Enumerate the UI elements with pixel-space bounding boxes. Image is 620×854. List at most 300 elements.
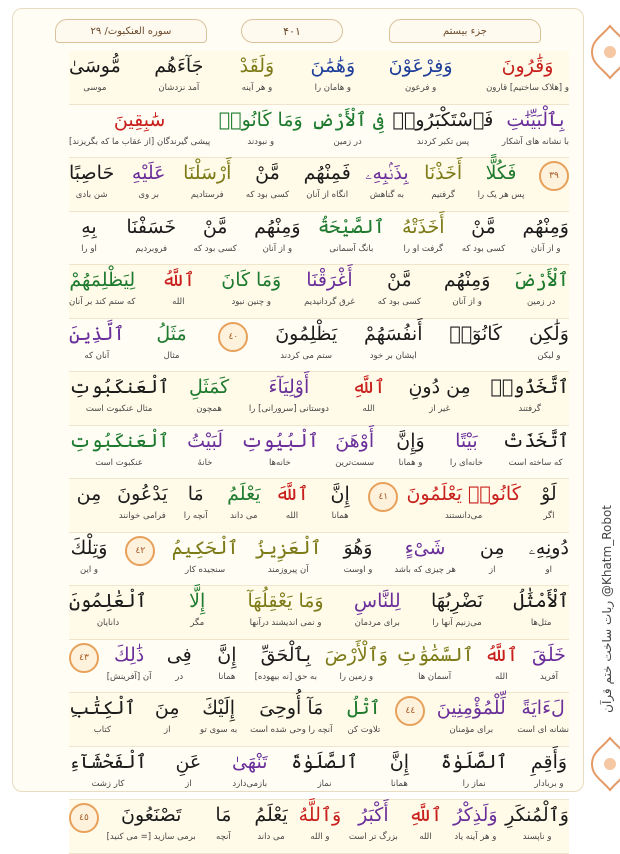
word-cell <box>69 426 169 470</box>
ayah-number-marker: ٤١ <box>368 482 398 512</box>
word-cell <box>69 158 114 202</box>
persian-translation: عنکبوت است <box>95 457 144 468</box>
persian-translation: می‌زنیم آنها را <box>432 618 482 628</box>
arabic-word: أَخَذَتْهُ <box>402 215 445 238</box>
persian-translation: و این <box>79 564 98 575</box>
arabic-word: ٱلْفَحْشَآءِ <box>69 750 147 773</box>
persian-translation: و چنین نبود <box>231 297 271 307</box>
word-cell <box>446 426 486 470</box>
word-cell <box>107 800 196 844</box>
word-cell <box>203 800 243 844</box>
arabic-word: وَتِلْكَ <box>70 536 108 559</box>
persian-translation: ستم می کردند <box>280 350 333 361</box>
arabic-word: إِنَّ <box>217 643 237 666</box>
word-cell <box>249 372 329 416</box>
word-cell <box>152 319 192 363</box>
word-cell <box>449 319 502 349</box>
word-cell <box>230 747 270 791</box>
word-cell <box>502 426 569 470</box>
persian-translation: سنجیده کار <box>185 564 226 575</box>
persian-translation: و هر آینه یاد <box>454 832 497 842</box>
arabic-word: وَمِنْهُم <box>522 215 569 238</box>
arabic-word: كَانُوا۟ يَعْلَمُونَ <box>406 483 521 505</box>
word-cell <box>69 586 147 630</box>
side-margin <box>584 0 620 800</box>
persian-translation: و [هلاک ساختیم] قارون <box>486 83 569 93</box>
arabic-word: عَنِ <box>175 750 202 773</box>
surah-label: سوره العنکبوت/ ۲۹ <box>55 19 207 43</box>
word-cell <box>408 372 470 416</box>
word-row <box>69 693 569 745</box>
arabic-word: دُونِهِۦ <box>528 536 569 559</box>
word-cell <box>69 212 109 256</box>
word-cell <box>69 372 169 416</box>
persian-translation: شن بادی <box>75 190 108 200</box>
word-cell <box>349 372 389 416</box>
persian-translation: و ناپسند <box>522 832 552 842</box>
persian-translation: به سوی تو <box>200 725 238 735</box>
word-cell <box>185 426 225 470</box>
word-cell <box>310 51 355 95</box>
word-row <box>69 319 569 371</box>
arabic-word: مِن <box>76 483 102 505</box>
watermark <box>600 505 614 713</box>
word-cell <box>325 640 388 684</box>
arabic-word: بِٱلْحَقِّ <box>260 643 311 666</box>
persian-translation: الله <box>172 297 185 307</box>
word-cell <box>441 747 508 791</box>
word-cell <box>69 533 109 577</box>
persian-translation: بزرگ تر است <box>348 832 398 842</box>
word-cell <box>241 426 319 470</box>
arabic-word: ٱللَّهُ <box>161 269 196 291</box>
arabic-word: يَدْعُونَ <box>117 483 168 505</box>
persian-translation: برای مؤمنان <box>449 725 494 735</box>
arabic-word: ٱلْعَٰلِمُونَ <box>69 590 147 612</box>
arabic-word: ٱلْعَزِيزُ <box>254 536 322 559</box>
arabic-word: لَبَيْتُ <box>187 429 223 452</box>
arabic-word: مَثَلُ <box>156 322 187 345</box>
persian-translation: نشانه ای است <box>517 725 569 735</box>
arabic-word: أَوْهَنَ <box>335 429 375 452</box>
word-cell <box>177 586 217 630</box>
ayah-number-marker: ٣٩ <box>539 161 569 191</box>
arabic-word: شَىْءٍ <box>404 536 446 559</box>
persian-translation: می‌دانستند <box>444 511 483 521</box>
word-cell <box>444 265 491 309</box>
persian-translation: و اوست <box>343 564 373 575</box>
word-cell <box>379 747 419 791</box>
persian-translation: مثال عنکبوت است <box>85 404 153 414</box>
persian-translation: کسی بود که <box>377 297 421 307</box>
ayah-number-marker: ٤٤ <box>395 696 425 726</box>
arabic-word: مَّنْ <box>471 215 496 238</box>
verse-line <box>69 800 569 854</box>
arabic-word: مَّنْ <box>255 162 280 184</box>
arabic-word: خَسَفْنَا <box>126 215 177 238</box>
word-cell <box>472 533 512 577</box>
persian-translation: به گناهش <box>369 190 405 200</box>
word-cell <box>478 158 525 202</box>
arabic-word: سَٰبِقِينَ <box>113 108 166 131</box>
arabic-word: مَا <box>187 483 204 505</box>
persian-translation: گرفتیم <box>431 190 455 200</box>
persian-translation: گرفتند <box>518 404 541 414</box>
word-cell <box>396 640 474 684</box>
persian-translation: آنان که <box>84 350 110 361</box>
arabic-word: مَّنْ <box>202 215 228 238</box>
arabic-word: ٱلْحَكِيمُ <box>171 536 239 559</box>
arabic-word: وَلَٰكِن <box>528 322 569 345</box>
word-cell <box>207 640 247 684</box>
persian-translation: و همانا <box>398 457 423 468</box>
word-cell <box>529 533 569 577</box>
watermark-title: ربات ساخت ختم قرآن <box>600 600 614 713</box>
word-cell <box>405 800 445 844</box>
arabic-word: أَكْبَرُ <box>358 804 389 826</box>
verse-line <box>69 693 569 747</box>
word-cell <box>275 319 337 363</box>
word-cell <box>69 479 109 509</box>
arabic-word: وَهُوَ <box>343 536 373 559</box>
persian-translation: الله <box>362 404 375 414</box>
ayah-number-marker: ٤٥ <box>69 803 99 833</box>
arabic-word: مَّنْ <box>387 269 412 291</box>
persian-translation: هر چیزی که باشد <box>394 564 456 575</box>
arabic-word: وَمِنْهُم <box>443 269 491 291</box>
persian-translation: آنچه را <box>183 511 208 521</box>
arabic-word: وَمِنْهُم <box>254 215 301 238</box>
arabic-word: ٱلْبُيُوتِ <box>240 429 319 452</box>
verse-line <box>69 212 569 266</box>
word-cell <box>126 212 176 256</box>
word-cell <box>505 800 569 844</box>
persian-translation: پس هر یک را <box>477 190 525 200</box>
verse-line <box>69 747 569 801</box>
arabic-word: مِنَ <box>154 697 180 719</box>
word-cell <box>69 747 147 791</box>
arabic-word: كَانُوٓا۟ <box>449 322 503 345</box>
arabic-word: وَٱلْأَرْضَ <box>324 643 388 666</box>
word-cell <box>529 319 569 363</box>
arabic-word: يَعْلَمُ <box>254 804 288 826</box>
word-cell <box>402 212 444 256</box>
arabic-word: ٱلْأَرْضَ <box>513 269 569 291</box>
word-cell <box>335 426 375 470</box>
persian-translation: او را <box>81 243 97 254</box>
verse-line <box>69 426 569 480</box>
word-row <box>69 479 569 531</box>
verse-line <box>69 265 569 319</box>
persian-translation: الله <box>419 832 432 842</box>
persian-translation: مثال <box>163 350 180 361</box>
word-cell <box>199 693 239 737</box>
arabic-word: فَكُلًّا <box>485 162 517 184</box>
word-cell <box>69 51 121 95</box>
persian-translation: می داند <box>230 511 258 521</box>
arabic-word: أَوْلِيَآءَ <box>268 376 310 398</box>
word-cell <box>354 586 401 630</box>
persian-translation: فرستادیم <box>190 190 224 200</box>
word-row <box>69 372 569 424</box>
word-cell <box>246 158 289 202</box>
persian-translation: برای مردمان <box>354 618 400 628</box>
arabic-word: وَمَا كَانُوا۟ <box>218 108 303 131</box>
word-cell <box>255 640 317 684</box>
word-cell <box>349 800 398 844</box>
word-cell <box>69 265 135 309</box>
persian-translation: با نشانه های آشکار <box>501 136 569 147</box>
arabic-word: يَظْلِمُونَ <box>275 322 338 345</box>
arabic-word: وَفِرْعَوْنَ <box>388 55 453 77</box>
persian-translation: در زمین <box>333 136 362 147</box>
verse-line <box>69 319 569 373</box>
persian-translation: الله <box>495 671 508 682</box>
arabic-word: ٱلَّذِينَ <box>69 322 125 345</box>
word-cell <box>481 640 521 684</box>
word-cell <box>183 158 231 202</box>
word-row <box>69 105 569 157</box>
persian-translation: آن [آفرینش] <box>106 671 152 682</box>
flower-ornament-icon <box>588 734 620 794</box>
persian-translation: بر وی <box>138 190 159 200</box>
word-cell <box>159 640 199 684</box>
persian-translation: کتاب <box>93 725 111 735</box>
persian-translation: که ساخته است <box>508 457 563 468</box>
word-cell <box>224 479 264 523</box>
arabic-word: وَقَٰرُونَ <box>501 55 554 77</box>
arabic-word: مَا <box>215 804 232 826</box>
arabic-word: وَٱلْمُنكَرِ <box>505 804 569 826</box>
persian-translation: که ستم کند بر آنان <box>69 297 136 307</box>
arabic-word: فِى <box>166 643 192 666</box>
persian-translation: غرق گردانیدیم <box>304 297 355 307</box>
watermark-handle: @Khatm_Robot <box>600 505 614 598</box>
arabic-word: ٱللَّهُ <box>484 643 518 666</box>
word-cell <box>318 212 385 256</box>
persian-translation: الله <box>285 511 299 521</box>
word-cell <box>129 158 169 202</box>
word-cell <box>237 51 277 95</box>
persian-translation: پیشی گیرندگان [از عقاب ما که بگریزند] <box>69 136 211 147</box>
word-cell <box>393 105 494 149</box>
persian-translation: مگر <box>190 618 205 628</box>
word-cell <box>486 51 569 95</box>
arabic-word: ٱتْلُ <box>347 697 381 719</box>
arabic-word: بِهِ <box>81 215 97 238</box>
arabic-word: عَلَيْهِ <box>131 162 166 184</box>
word-cell <box>189 372 229 416</box>
word-cell <box>172 533 239 577</box>
arabic-word: ٱتَّخَذُوا۟ <box>490 376 569 398</box>
persian-translation: تلاوت کن <box>347 725 381 735</box>
arabic-word: لَءَايَةً <box>521 697 565 719</box>
verse-line <box>69 479 569 533</box>
word-cell <box>194 212 237 256</box>
juz-label: جزء بیستم <box>389 19 541 43</box>
word-cell <box>529 747 569 791</box>
persian-translation: آسمان ها <box>418 671 452 682</box>
arabic-word: وَمَا يَعْقِلُهَآ <box>247 590 324 612</box>
persian-translation: از <box>489 564 496 575</box>
word-cell <box>513 265 569 309</box>
persian-translation: سست‌ترین <box>335 457 375 468</box>
persian-translation: و بربادار <box>534 778 564 789</box>
verse-line <box>69 51 569 105</box>
page-number: ۴۰۱ <box>241 19 343 43</box>
verse-line <box>69 533 569 587</box>
verse-line <box>69 158 569 212</box>
persian-translation: و نمی اندیشند درآنها <box>249 618 322 628</box>
persian-translation: دوستانی [سرورانی] را <box>248 404 329 414</box>
arabic-word: بِٱلْبَيِّنَٰتِ <box>506 108 565 131</box>
word-cell <box>394 533 456 577</box>
persian-translation: کسی بود که <box>461 243 506 254</box>
arabic-word: مُّوسَىٰ <box>69 55 121 77</box>
arabic-word: أَخَذْنَا <box>424 162 463 184</box>
word-row <box>69 640 569 692</box>
persian-translation: به حق [نه بیهوده] <box>254 671 317 682</box>
word-cell <box>491 372 569 416</box>
persian-translation: انگاه از آنان <box>306 190 349 200</box>
arabic-word: وَمَا كَانَ <box>221 269 282 291</box>
arabic-word: لِّلْمُؤْمِنِينَ <box>436 697 506 719</box>
verse-line <box>69 372 569 426</box>
arabic-word: لَوْ <box>541 483 557 505</box>
persian-translation: و نبودند <box>247 136 275 147</box>
word-cell <box>304 158 351 202</box>
word-cell <box>338 533 378 577</box>
word-row <box>69 265 569 317</box>
word-cell <box>69 319 125 363</box>
ayah-number-marker: ٤٣ <box>69 643 99 673</box>
persian-translation: همانا <box>218 671 236 682</box>
persian-translation: بازمی‌دارد <box>232 778 268 789</box>
arabic-word: كَمَثَلِ <box>188 376 230 398</box>
word-row <box>69 586 569 638</box>
word-cell <box>431 586 483 630</box>
persian-translation: پس تکبر کردند <box>416 136 470 147</box>
arabic-word: خَلَقَ <box>532 643 566 666</box>
persian-translation: می داند <box>257 832 285 842</box>
word-cell <box>513 586 569 630</box>
arabic-word: إِنَّ <box>389 750 409 773</box>
persian-translation: همانا <box>331 511 349 521</box>
persian-translation: و لیکن <box>537 350 561 361</box>
arabic-word: ذَٰلِكَ <box>113 643 145 666</box>
persian-translation: برمی سازید [= می کنید] <box>106 832 196 842</box>
persian-translation: او <box>545 564 552 575</box>
arabic-word: ٱلْعَنكَبُوتِ <box>69 429 170 452</box>
persian-translation: اگر <box>543 511 555 521</box>
word-row <box>69 747 569 799</box>
persian-translation: کسی بود که <box>193 243 237 254</box>
word-cell <box>219 105 303 149</box>
arabic-word: جَآءَهُم <box>154 55 204 77</box>
word-cell <box>389 51 453 95</box>
persian-translation: و از آنان <box>262 243 293 254</box>
persian-translation: از <box>164 725 171 735</box>
word-cell <box>304 265 355 309</box>
flower-ornament-icon <box>588 22 620 82</box>
arabic-word: حَاصِبًا <box>69 162 115 184</box>
persian-translation: خانه‌ها <box>268 457 291 468</box>
persian-translation: مثل‌ها <box>530 618 552 628</box>
word-cell <box>251 800 291 844</box>
arabic-word: لِيَظْلِمَهُمْ <box>69 269 136 291</box>
word-cell <box>423 158 463 202</box>
word-cell <box>272 479 312 523</box>
arabic-word: ٱلصَّلَوٰةَ <box>440 750 508 773</box>
persian-translation: کسی بود که <box>245 190 290 200</box>
persian-translation: و از آنان <box>530 243 561 254</box>
persian-translation: غیر از <box>429 404 451 414</box>
word-cell <box>364 319 423 363</box>
arabic-word: فَٱسْتَكْبَرُوا۟ <box>392 108 494 131</box>
persian-translation: دانایان <box>96 618 120 628</box>
verse-line <box>69 105 569 159</box>
persian-translation: همانا <box>390 778 408 789</box>
arabic-word: وَلَذِكْرُ <box>453 804 498 826</box>
persian-translation: نماز را <box>462 778 486 789</box>
persian-translation: بانگ آسمانی <box>329 243 374 254</box>
persian-translation: آنچه را وحی شده است <box>250 725 333 735</box>
arabic-word: ٱلصَّلَوٰةَ <box>291 750 358 773</box>
persian-translation: و هر آینه <box>241 83 273 93</box>
arabic-word: ٱلسَّمَٰوَٰتِ <box>395 643 474 666</box>
persian-translation: فرامی خوانند <box>118 511 166 521</box>
arabic-word: وَٱللَّهُ <box>298 804 342 826</box>
word-row <box>69 212 569 264</box>
arabic-word: فِى ٱلْأَرْضِ <box>311 108 385 131</box>
arabic-word: وَهَٰمَٰنَ <box>310 55 356 77</box>
arabic-word: ٱلْعَنكَبُوتِ <box>69 376 170 398</box>
word-cell <box>391 426 431 470</box>
arabic-word: أَرْسَلْنَا <box>183 162 232 184</box>
word-cell <box>221 265 281 309</box>
word-cell <box>158 265 198 309</box>
word-cell <box>517 693 569 737</box>
persian-translation: خانهٔ <box>197 457 213 468</box>
arabic-word: إِلَّا <box>189 590 206 612</box>
verse-line <box>69 640 569 694</box>
word-row <box>69 800 569 852</box>
persian-translation: از <box>185 778 192 789</box>
word-cell <box>437 693 506 737</box>
persian-translation: و هامان را <box>314 83 352 93</box>
persian-translation: در زمین <box>526 297 556 307</box>
word-cell <box>453 800 497 844</box>
word-cell <box>365 158 408 202</box>
arabic-word: مِن دُونِ <box>408 376 471 398</box>
word-cell <box>529 479 569 523</box>
persian-translation: ایشان بر خود <box>369 350 417 361</box>
persian-translation: آفرید <box>539 671 558 682</box>
arabic-word: بِذَنۢبِهِۦ <box>365 162 409 184</box>
persian-translation: کار زشت <box>91 778 125 789</box>
word-cell <box>176 479 216 523</box>
word-row <box>69 158 569 210</box>
persian-translation: فروبردیم <box>135 243 168 254</box>
word-cell <box>311 105 384 149</box>
arabic-word: لِلنَّاسِ <box>353 590 401 612</box>
arabic-word: ٱللَّهَ <box>275 483 309 505</box>
persian-translation: همچون <box>196 404 222 414</box>
arabic-word: نَضْرِبُهَا <box>430 590 484 612</box>
persian-translation: در <box>175 671 184 682</box>
arabic-word: ٱلْكِتَٰبِ <box>69 697 136 719</box>
mushaf-page <box>12 8 584 842</box>
